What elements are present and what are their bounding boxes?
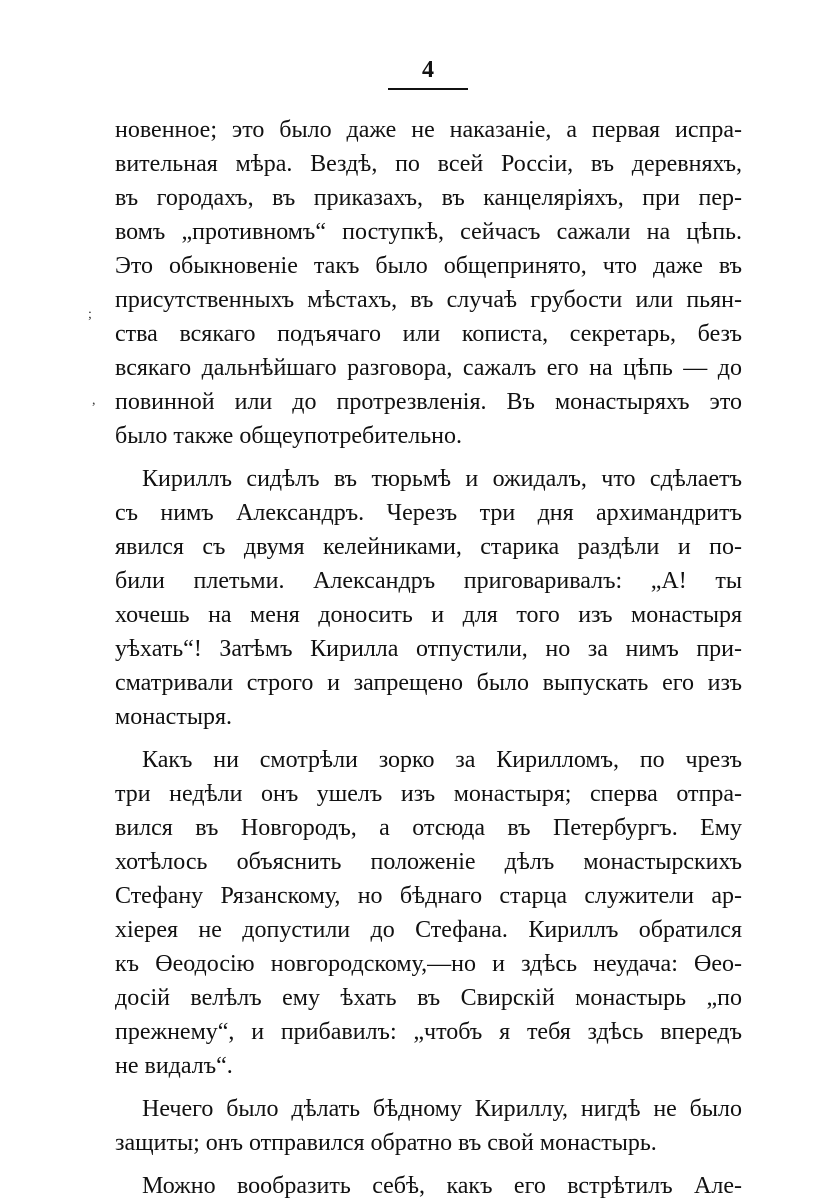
text-line: Это обыкновенiе такъ было общепринято, что даже въ xyxy=(115,253,742,279)
text-line: били плетьми. Александръ приговаривалъ: „А! ты xyxy=(115,568,742,594)
text-line: Стефану Рязанскому, но бѣднаго старца служители ар- xyxy=(115,883,742,909)
text-line: къ Өеодосiю новгородскому,—но и здѣсь неудача: Өео- xyxy=(115,951,742,977)
text-line: не видалъ“. xyxy=(115,1053,233,1079)
text-line: сматривали строго и запрещено было выпускать его изъ xyxy=(115,670,742,696)
text-line: прежнему“, и прибавилъ: „чтобъ я тебя здѣсь впередъ xyxy=(115,1019,742,1045)
text-line: явился съ двумя келейниками, старика раздѣли и по- xyxy=(115,534,742,560)
text-line: Можно вообразить себѣ, какъ его встрѣтилъ Але- xyxy=(142,1173,742,1199)
text-line: присутственныхъ мѣстахъ, въ случаѣ грубости или пьян- xyxy=(115,287,742,313)
text-line: ства всякаго подъячаго или кописта, секретарь, безъ xyxy=(115,321,742,347)
margin-mark: ; xyxy=(88,307,92,322)
text-line: защиты; онъ отправился обратно въ свой монастырь. xyxy=(115,1130,657,1156)
text-line: вился въ Новгородъ, а отсюда въ Петербургъ. Ему xyxy=(115,815,742,841)
text-line: всякаго дальнѣйшаго разговора, сажалъ его на цѣпь — до xyxy=(115,355,742,381)
text-line: съ нимъ Александръ. Черезъ три дня архимандритъ xyxy=(115,500,742,526)
text-line: монастыря. xyxy=(115,704,232,730)
paragraph-1 xyxy=(115,113,742,453)
text-line: хiерея не допустили до Стефана. Кириллъ обратился xyxy=(115,917,742,943)
text-line: хочешь на меня доносить и для того изъ монастыря xyxy=(115,602,742,628)
paragraph-2 xyxy=(115,462,742,734)
text-line: въ городахъ, въ приказахъ, въ канцелярiяхъ, при пер- xyxy=(115,185,742,211)
page-number: 4 xyxy=(422,57,434,83)
text-line: хотѣлось объяснить положенiе дѣлъ монастырскихъ xyxy=(115,849,742,875)
margin-mark: , xyxy=(92,393,96,408)
text-line: новенное; это было даже не наказанiе, а первая испра- xyxy=(115,117,742,143)
paragraph-3 xyxy=(115,743,742,1083)
paragraph-5 xyxy=(115,1169,742,1203)
page-number-rule xyxy=(388,88,468,90)
paragraph-4 xyxy=(115,1092,742,1160)
text-line: три недѣли онъ ушелъ изъ монастыря; сперва отпра- xyxy=(115,781,742,807)
text-line: Какъ ни смотрѣли зорко за Кирилломъ, по чрезъ xyxy=(142,747,742,773)
body-text xyxy=(115,113,742,1203)
text-line: было также общеупотребительно. xyxy=(115,423,462,449)
text-line: Нечего было дѣлать бѣдному Кириллу, нигдѣ не было xyxy=(142,1096,742,1122)
text-line: уѣхать“! Затѣмъ Кирилла отпустили, но за нимъ при- xyxy=(115,636,742,662)
text-line: вомъ „противномъ“ поступкѣ, сейчасъ сажали на цѣпь. xyxy=(115,219,742,245)
text-line: повинной или до протрезвленiя. Въ монастыряхъ это xyxy=(115,389,742,415)
text-line: Кириллъ сидѣлъ въ тюрьмѣ и ожидалъ, что сдѣлаетъ xyxy=(142,466,742,492)
text-line: вительная мѣра. Вездѣ, по всей Россiи, въ деревняхъ, xyxy=(115,151,742,177)
text-line: досiй велѣлъ ему ѣхать въ Свирскiй монастырь „по xyxy=(115,985,742,1011)
